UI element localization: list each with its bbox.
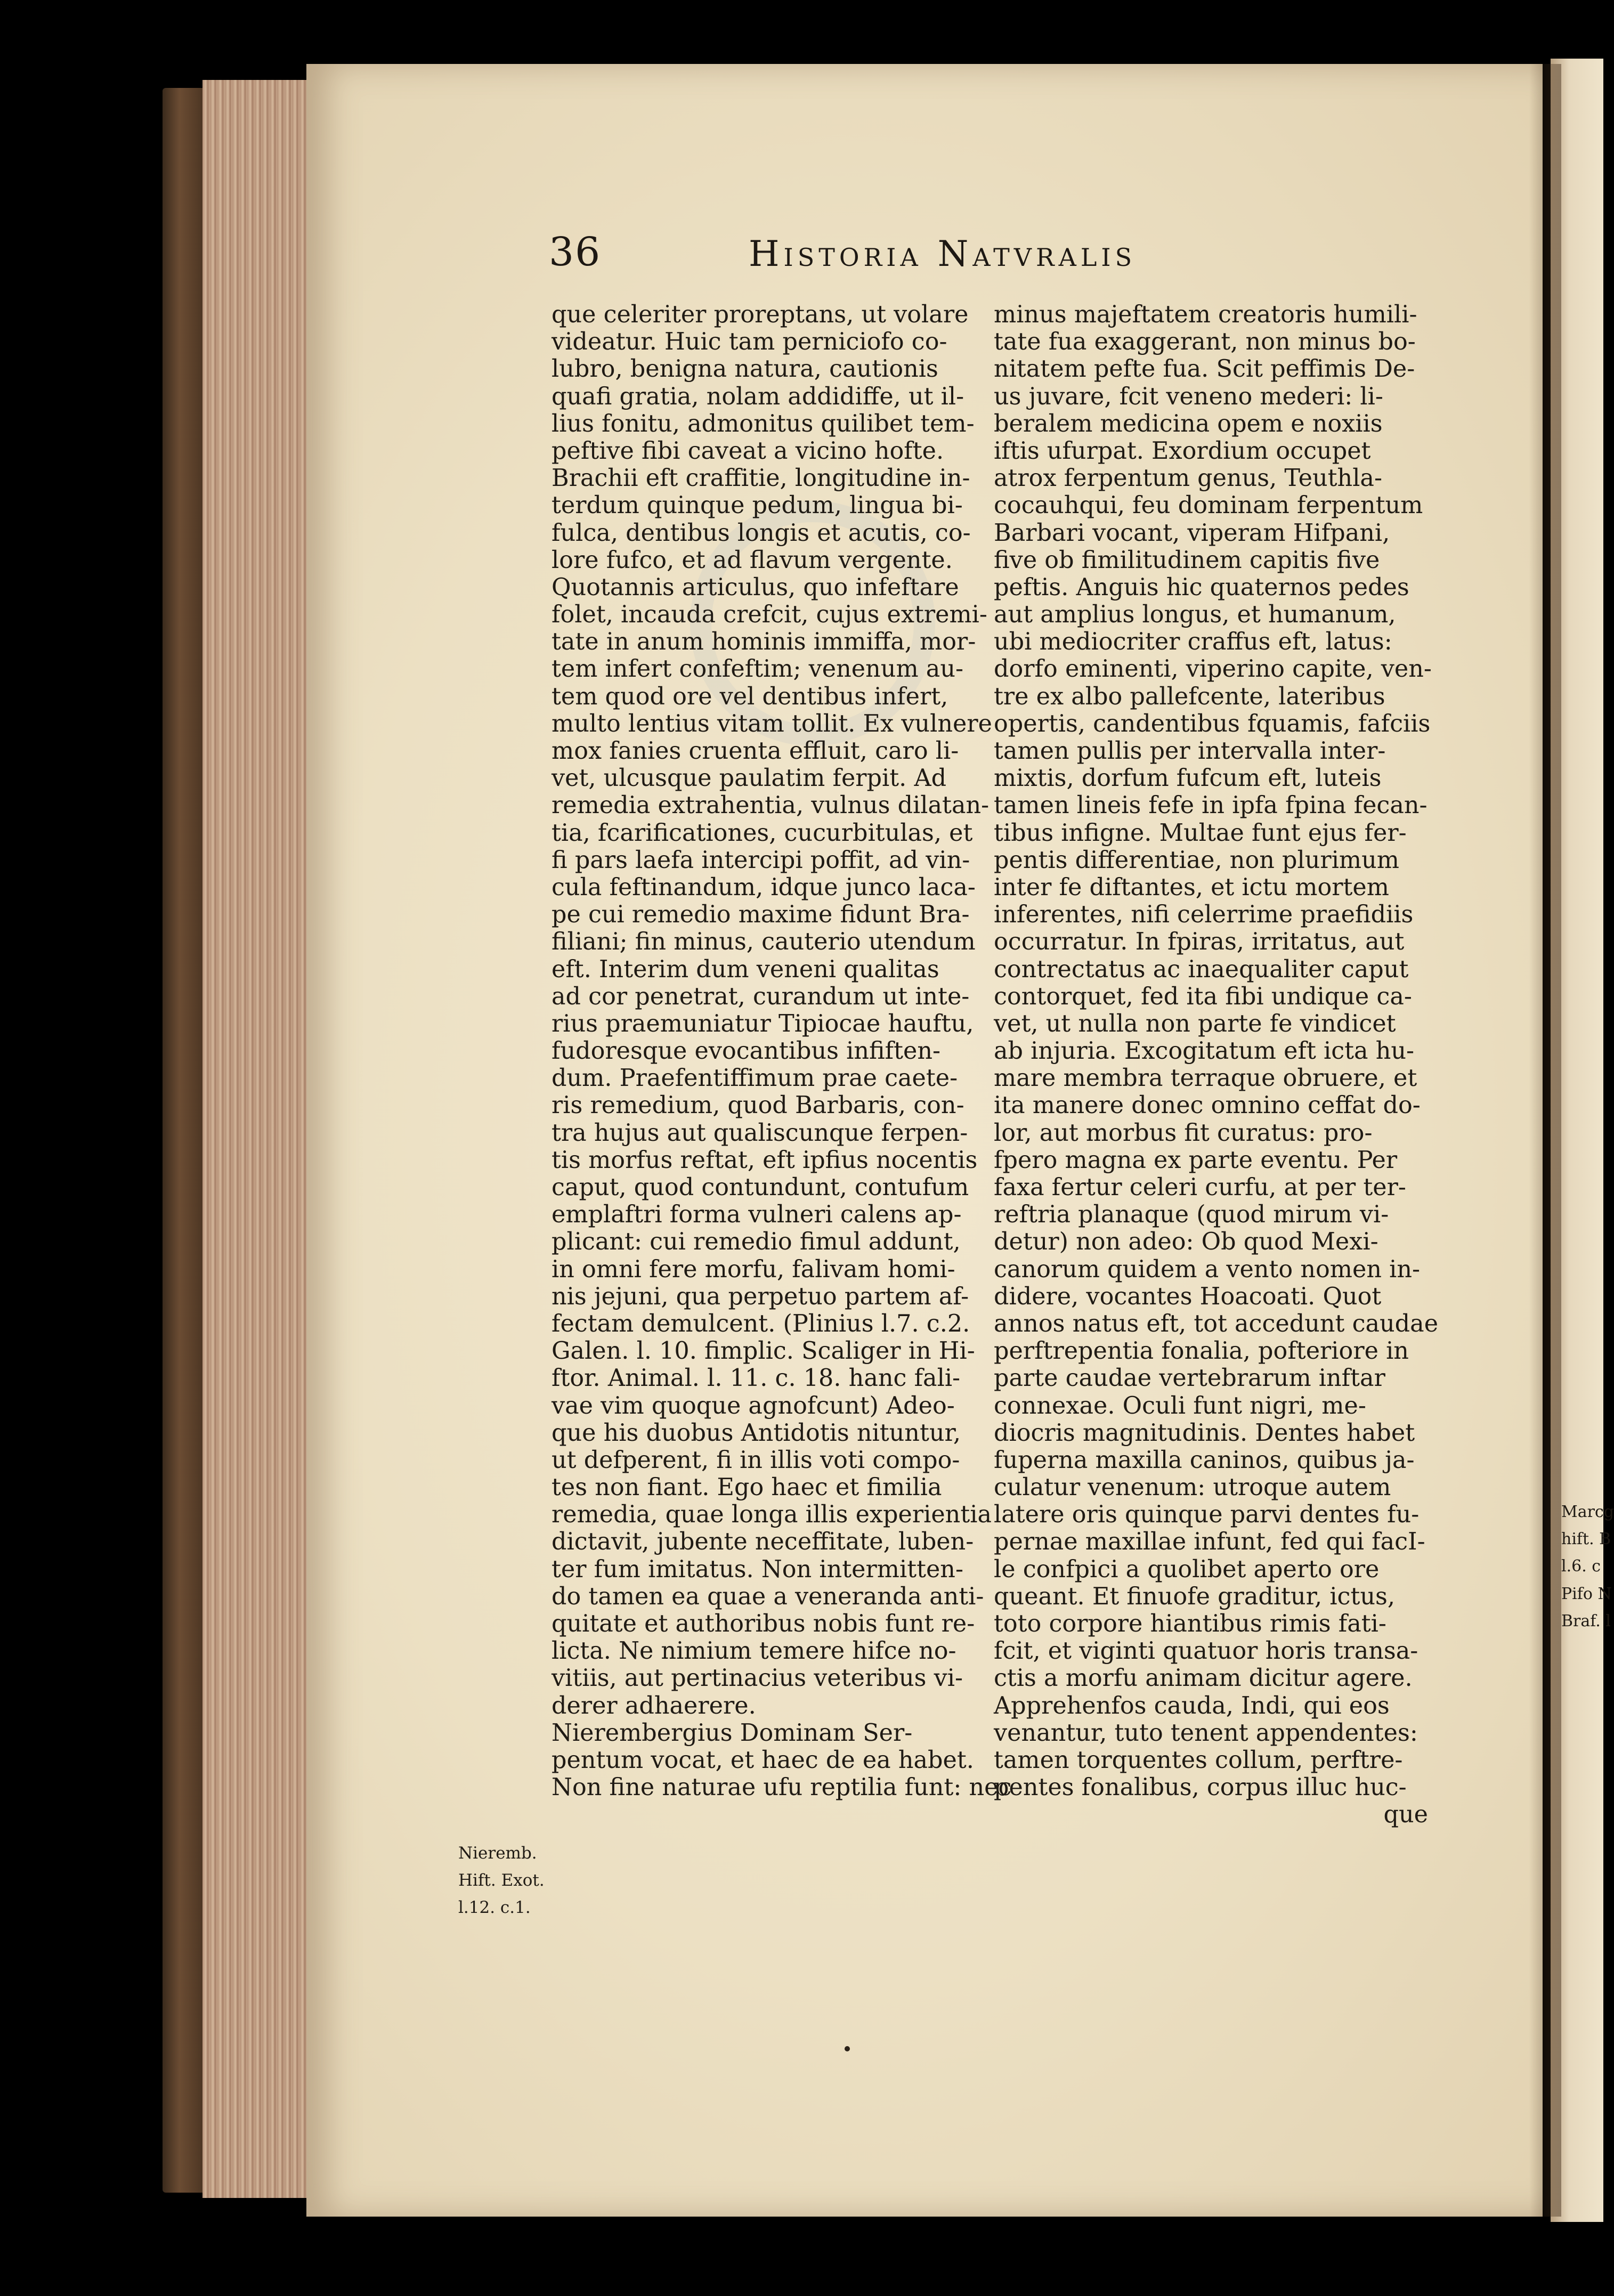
- text-line: nis jejuni, qua perpetuo partem af-: [551, 1283, 969, 1310]
- text-line: pe cui remedio maxime fidunt Bra-: [551, 901, 970, 929]
- text-line: tis morfus reftat, eft ipfius nocentis: [551, 1146, 978, 1174]
- text-line: vet, ut nulla non parte fe vindicet: [994, 1010, 1396, 1037]
- text-line: quafi gratia, nolam addidiffe, ut il-: [551, 383, 964, 410]
- text-line: eft. Interim dum veneni qualitas: [551, 955, 939, 983]
- text-line: us juvare, fcit veneno mederi: li-: [994, 383, 1383, 410]
- text-line: Barbari vocant, viperam Hifpani,: [994, 519, 1390, 547]
- text-line: nitatem pefte fua. Scit peffimis De-: [994, 355, 1415, 383]
- text-line: folet, incauda crefcit, cujus extremi-: [551, 601, 987, 629]
- gutter-shadow: [1529, 64, 1561, 2217]
- text-line: remedia, quae longa illis experientia: [551, 1501, 992, 1529]
- text-line: ctis a morfu animam dicitur agere.: [994, 1665, 1413, 1692]
- text-line: ut defperent, fi in illis voti compo-: [551, 1446, 960, 1474]
- margin-note-line: hift. B: [1561, 1530, 1611, 1549]
- text-line: connexae. Oculi funt nigri, me-: [994, 1392, 1366, 1419]
- text-line: cula feftinandum, idque junco laca-: [551, 873, 976, 901]
- text-line: remedia extrahentia, vulnus dilatan-: [551, 792, 990, 820]
- text-line: multo lentius vitam tollit. Ex vulnere: [551, 710, 992, 737]
- text-line: ad cor penetrat, curandum ut inte-: [551, 983, 970, 1010]
- text-line: videatur. Huic tam perniciofo co-: [551, 328, 947, 356]
- text-line: annos natus eft, tot accedunt caudae: [994, 1310, 1439, 1337]
- text-line: pentis differentiae, non plurimum: [994, 846, 1399, 874]
- text-line: mox fanies cruenta effluit, caro li-: [551, 737, 959, 765]
- text-line: tre ex albo pallefcente, lateribus: [994, 683, 1385, 710]
- text-line: ris remedium, quod Barbaris, con-: [551, 1092, 964, 1119]
- text-line: Non fine naturae ufu reptilia funt: nec: [551, 1774, 1012, 1802]
- text-line: derer adhaerere.: [551, 1692, 756, 1719]
- margin-note-line: Braf. l: [1561, 1611, 1611, 1630]
- text-line: beralem medicina opem e noxiis: [994, 410, 1383, 437]
- text-line: ftor. Animal. l. 11. c. 18. hanc fali-: [551, 1365, 961, 1392]
- text-line: opertis, candentibus fquamis, fafciis: [994, 710, 1431, 737]
- text-line: tia, fcarificationes, cucurbitulas, et: [551, 819, 973, 847]
- text-line: iftis ufurpat. Exordium occupet: [994, 437, 1371, 465]
- text-line: diocris magnitudinis. Dentes habet: [994, 1419, 1415, 1447]
- page-number: 36: [549, 229, 602, 275]
- text-line: pentum vocat, et haec de ea habet.: [551, 1746, 974, 1774]
- text-line: tra hujus aut qualiscunque ferpen-: [551, 1119, 968, 1147]
- text-line: minus majeftatem creatoris humili-: [994, 301, 1417, 328]
- text-line: canorum quidem a vento nomen in-: [994, 1255, 1421, 1283]
- text-line: Apprehenfos cauda, Indi, qui eos: [994, 1692, 1390, 1719]
- margin-note-left: [458, 1844, 545, 1926]
- left-text-column: [551, 301, 1012, 1802]
- text-line: fcit, et viginti quatuor horis transa-: [994, 1637, 1418, 1665]
- text-line: peftive fibi caveat a vicino hofte.: [551, 437, 944, 465]
- text-line: queant. Et finuofe graditur, ictus,: [994, 1583, 1396, 1610]
- text-line: plicant: cui remedio fimul addunt,: [551, 1228, 961, 1256]
- text-line: que celeriter proreptans, ut volare: [551, 301, 969, 328]
- text-line: que his duobus Antidotis nituntur,: [551, 1419, 961, 1447]
- text-line: Galen. l. 10. fimplic. Scaliger in Hi-: [551, 1337, 975, 1365]
- text-line: Quotannis articulus, quo infeftare: [551, 573, 959, 601]
- text-line: tem infert confeftim; venenum au-: [551, 655, 964, 683]
- page-edges: [202, 80, 309, 2198]
- text-line: detur) non adeo: Ob quod Mexi-: [994, 1228, 1378, 1256]
- text-line: didere, vocantes Hoacoati. Quot: [994, 1283, 1382, 1310]
- margin-note-line: Hift. Exot.: [458, 1871, 545, 1891]
- margin-note-line: Marcg: [1561, 1503, 1614, 1521]
- text-line: quitate et authoribus nobis funt re-: [551, 1610, 975, 1637]
- text-line: tate fua exaggerant, non minus bo-: [994, 328, 1416, 356]
- text-line: vet, ulcusque paulatim ferpit. Ad: [551, 765, 947, 792]
- text-line: inferentes, nifi celerrime praefidiis: [994, 901, 1414, 929]
- text-line: cocauhqui, feu dominam ferpentum: [994, 492, 1423, 520]
- text-line: dorfo eminenti, viperino capite, ven-: [994, 655, 1432, 683]
- text-line: perftrepentia fonalia, pofteriore in: [994, 1337, 1409, 1365]
- text-line: lubro, benigna natura, cautionis: [551, 355, 938, 383]
- text-line: aut amplius longus, et humanum,: [994, 601, 1396, 629]
- text-line: lore fufco, et ad flavum vergente.: [551, 546, 953, 574]
- text-line: occurratur. In fpiras, irritatus, aut: [994, 928, 1405, 956]
- text-line: licta. Ne nimium temere hifce no-: [551, 1637, 956, 1665]
- text-line: tamen pullis per intervalla inter-: [994, 737, 1386, 765]
- right-text-column: [994, 301, 1439, 1829]
- text-line: culatur venenum: utroque autem: [994, 1474, 1391, 1502]
- text-line: toto corpore hiantibus rimis fati-: [994, 1610, 1386, 1637]
- text-line: ter fum imitatus. Non intermitten-: [551, 1555, 963, 1583]
- text-line: tate in anum hominis immiffa, mor-: [551, 628, 976, 656]
- text-line: peftis. Anguis hic quaternos pedes: [994, 573, 1409, 601]
- text-line: in omni fere morfu, falivam homi-: [551, 1255, 955, 1283]
- text-line: terdum quinque pedum, lingua bi-: [551, 492, 963, 520]
- text-line: rius praemuniatur Tipiocae hauftu,: [551, 1010, 974, 1037]
- text-line: inter fe diftantes, et ictu mortem: [994, 873, 1389, 901]
- text-line: fuperna maxilla caninos, quibus ja-: [994, 1446, 1415, 1474]
- text-line: ubi mediocriter craffus eft, latus:: [994, 628, 1392, 656]
- text-line: pernae maxillae infunt, fed qui facI-: [994, 1528, 1425, 1556]
- text-line: fpero magna ex parte eventu. Per: [994, 1146, 1398, 1174]
- text-line: ab injuria. Excogitatum eft icta hu-: [994, 1037, 1415, 1065]
- text-line: dictavit, jubente neceffitate, luben-: [551, 1528, 974, 1556]
- text-line: parte caudae vertebrarum inftar: [994, 1365, 1385, 1392]
- text-line: fudoresque evocantibus infiften-: [551, 1037, 941, 1065]
- text-line: ita manere donec omnino ceffat do-: [994, 1092, 1421, 1119]
- text-line: emplaftri forma vulneri calens ap-: [551, 1201, 962, 1229]
- text-line: caput, quod contundunt, contufum: [551, 1174, 969, 1201]
- text-line: lor, aut morbus fit curatus: pro-: [994, 1119, 1373, 1147]
- text-line: fulca, dentibus longis et acutis, co-: [551, 519, 971, 547]
- text-line: tamen torquentes collum, perftre-: [994, 1746, 1403, 1774]
- text-line: five ob fimilitudinem capitis five: [994, 546, 1380, 574]
- running-header: [549, 229, 1242, 282]
- text-line: do tamen ea quae a veneranda anti-: [551, 1583, 984, 1610]
- text-line: tibus infigne. Multae funt ejus fer-: [994, 819, 1407, 847]
- text-line: tamen lineis fefe in ipfa fpina fecan-: [994, 792, 1428, 820]
- text-line: latere oris quinque parvi dentes fu-: [994, 1501, 1420, 1529]
- text-line: filiani; fin minus, cauterio utendum: [551, 928, 976, 956]
- text-line: atrox ferpentum genus, Teuthla-: [994, 465, 1382, 492]
- text-line: mare membra terraque obruere, et: [994, 1065, 1417, 1092]
- running-title: Historia Natvralis: [749, 233, 1137, 274]
- book-cover-edge: [163, 88, 205, 2193]
- text-line: que: [1383, 1801, 1428, 1829]
- text-line: venantur, tuto tenent appendentes:: [994, 1719, 1418, 1747]
- text-line: fectam demulcent. (Plinius l.7. c.2.: [551, 1310, 970, 1337]
- text-line: vitiis, aut pertinacius veteribus vi-: [551, 1665, 963, 1692]
- text-line: Nierembergius Dominam Ser-: [551, 1719, 913, 1747]
- text-line: fi pars laefa intercipi poffit, ad vin-: [551, 846, 970, 874]
- margin-note-line: l.6. c: [1561, 1557, 1601, 1576]
- text-line: vae vim quoque agnofcunt) Adeo-: [551, 1392, 955, 1419]
- margin-note-line: l.12. c.1.: [458, 1898, 531, 1918]
- text-line: tes non fiant. Ego haec et fimilia: [551, 1474, 942, 1502]
- text-line: reftria planaque (quod mirum vi-: [994, 1201, 1389, 1229]
- text-line: tem quod ore vel dentibus infert,: [551, 683, 948, 710]
- text-line: faxa fertur celeri curfu, at per ter-: [994, 1174, 1406, 1201]
- text-line: lius fonitu, admonitus quilibet tem-: [551, 410, 975, 437]
- text-line: pentes fonalibus, corpus illuc huc-: [994, 1774, 1407, 1802]
- text-line: contrectatus ac inaequaliter caput: [994, 955, 1409, 983]
- text-line: mixtis, dorfum fufcum eft, luteis: [994, 765, 1382, 792]
- ink-dot: [845, 2046, 850, 2051]
- text-line: Brachii eft craffitie, longitudine in-: [551, 465, 970, 492]
- text-line: le confpici a quolibet aperto ore: [994, 1555, 1380, 1583]
- margin-note-line: Pifo N: [1561, 1584, 1612, 1603]
- margin-note-right: [1561, 1503, 1614, 1639]
- text-line: contorquet, fed ita fibi undique ca-: [994, 983, 1412, 1010]
- text-line: dum. Praefentiffimum prae caete-: [551, 1065, 958, 1092]
- margin-note-line: Nieremb.: [458, 1844, 537, 1863]
